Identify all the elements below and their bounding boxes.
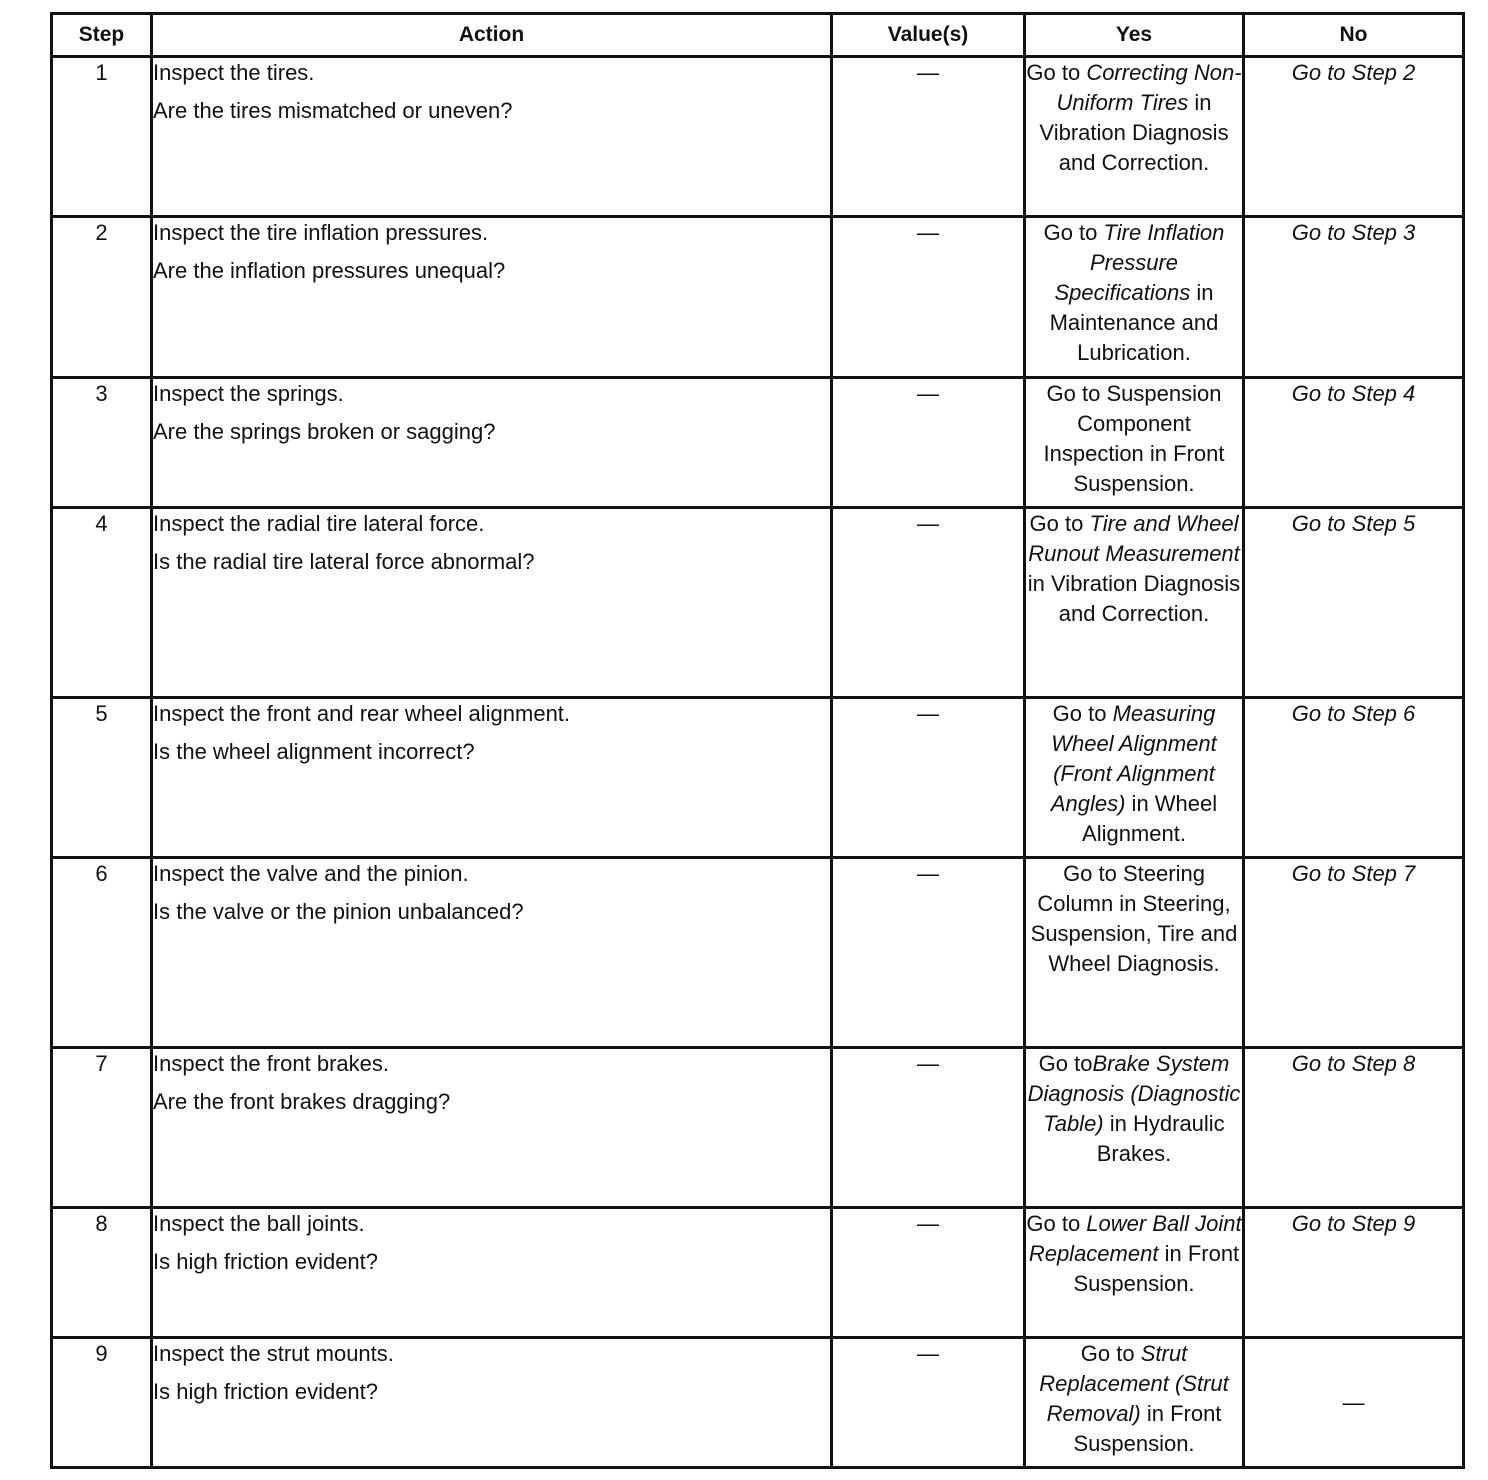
yes-reference-link[interactable]: Lower Ball Joint Replacement [1028, 1211, 1242, 1266]
header-values: Value(s) [832, 14, 1025, 57]
yes-reference-link[interactable]: Tire Inflation Pressure Specifications [1054, 220, 1225, 305]
header-no: No [1244, 14, 1464, 57]
yes-cell [1025, 217, 1244, 378]
yes-prefix: Go to [1080, 1341, 1141, 1366]
action-cell [152, 1048, 832, 1208]
action-cell [152, 858, 832, 1048]
no-cell: — [1244, 1338, 1464, 1468]
no-cell[interactable]: Go to Step 9 [1244, 1208, 1464, 1338]
table-row [52, 378, 1464, 508]
action-question: Is high friction evident? [153, 1249, 379, 1274]
table-row [52, 1208, 1464, 1338]
step-number: 3 [52, 378, 152, 508]
yes-prefix: Go to [1043, 220, 1104, 245]
action-instruction: Inspect the ball joints. [153, 1211, 365, 1236]
no-cell[interactable]: Go to Step 5 [1244, 508, 1464, 698]
value-cell: — [832, 698, 1025, 858]
no-cell[interactable]: Go to Step 2 [1244, 57, 1464, 217]
value-cell: — [832, 378, 1025, 508]
action-instruction: Inspect the tire inflation pressures. [153, 220, 489, 245]
yes-cell [1025, 1048, 1244, 1208]
action-cell [152, 698, 832, 858]
yes-cell [1025, 858, 1244, 1048]
yes-cell [1025, 1208, 1244, 1338]
action-instruction: Inspect the front brakes. [153, 1051, 390, 1076]
step-number: 9 [52, 1338, 152, 1468]
action-instruction: Inspect the strut mounts. [153, 1341, 394, 1366]
action-instruction: Inspect the front and rear wheel alignment. [153, 701, 571, 726]
action-question: Are the springs broken or sagging? [153, 419, 496, 444]
no-cell[interactable]: Go to Step 4 [1244, 378, 1464, 508]
step-number: 7 [52, 1048, 152, 1208]
yes-cell [1025, 698, 1244, 858]
yes-cell [1025, 378, 1244, 508]
yes-suffix: in Maintenance and Lubrication. [1049, 280, 1219, 365]
no-cell[interactable]: Go to Step 6 [1244, 698, 1464, 858]
value-cell: — [832, 57, 1025, 217]
action-cell [152, 508, 832, 698]
yes-prefix: Go to Suspension Component Inspection in Front Suspension. [1043, 381, 1225, 496]
step-number: 1 [52, 57, 152, 217]
yes-reference-link[interactable]: Measuring Wheel Alignment (Front Alignment Angles) [1050, 701, 1217, 816]
yes-cell [1025, 508, 1244, 698]
step-number: 6 [52, 858, 152, 1048]
value-cell: — [832, 1048, 1025, 1208]
table-row [52, 508, 1464, 698]
yes-suffix: in Front Suspension. [1073, 1401, 1222, 1456]
action-cell [152, 1338, 832, 1468]
yes-suffix: in Wheel Alignment. [1082, 791, 1218, 846]
action-question: Is high friction evident? [153, 1379, 379, 1404]
table-row [52, 57, 1464, 217]
action-instruction: Inspect the valve and the pinion. [153, 861, 469, 886]
action-instruction: Inspect the springs. [153, 381, 344, 406]
no-cell[interactable]: Go to Step 7 [1244, 858, 1464, 1048]
action-question: Are the front brakes dragging? [153, 1089, 451, 1114]
value-cell: — [832, 217, 1025, 378]
step-number: 5 [52, 698, 152, 858]
action-cell [152, 1208, 832, 1338]
yes-suffix: in Hydraulic Brakes. [1096, 1111, 1225, 1166]
diagnostic-table-container [50, 12, 1462, 1469]
yes-prefix: Go to Steering Column in Steering, Suspension, Tire and Wheel Diagnosis. [1030, 861, 1238, 976]
yes-reference-link[interactable]: Correcting Non-Uniform Tires [1056, 60, 1242, 115]
action-instruction: Inspect the tires. [153, 60, 315, 85]
header-step: Step [52, 14, 152, 57]
step-number: 8 [52, 1208, 152, 1338]
action-question: Is the valve or the pinion unbalanced? [153, 899, 524, 924]
table-row [52, 858, 1464, 1048]
action-question: Is the radial tire lateral force abnormal? [153, 549, 535, 574]
action-cell [152, 378, 832, 508]
action-question: Are the inflation pressures unequal? [153, 258, 506, 283]
yes-suffix: in Vibration Diagnosis and Correction. [1039, 90, 1229, 175]
yes-prefix: Go to [1026, 1211, 1087, 1236]
yes-cell [1025, 57, 1244, 217]
value-cell: — [832, 858, 1025, 1048]
diagnostic-table [50, 12, 1465, 1469]
table-row [52, 217, 1464, 378]
table-header-row [52, 14, 1464, 57]
no-cell[interactable]: Go to Step 8 [1244, 1048, 1464, 1208]
action-cell [152, 57, 832, 217]
yes-reference-link[interactable]: Tire and Wheel Runout Measurement [1028, 511, 1240, 566]
step-number: 4 [52, 508, 152, 698]
yes-suffix: in Vibration Diagnosis and Correction. [1027, 571, 1241, 626]
yes-reference-link[interactable]: Strut Replacement (Strut Removal) [1039, 1341, 1229, 1426]
action-cell [152, 217, 832, 378]
yes-prefix: Go to [1052, 701, 1113, 726]
value-cell: — [832, 1338, 1025, 1468]
yes-prefix: Go to [1026, 60, 1087, 85]
header-yes: Yes [1025, 14, 1244, 57]
table-row [52, 698, 1464, 858]
value-cell: — [832, 508, 1025, 698]
yes-prefix: Go to [1038, 1051, 1093, 1076]
action-instruction: Inspect the radial tire lateral force. [153, 511, 485, 536]
yes-suffix: in Front Suspension. [1073, 1241, 1240, 1296]
table-row [52, 1048, 1464, 1208]
value-cell: — [832, 1208, 1025, 1338]
header-action: Action [152, 14, 832, 57]
step-number: 2 [52, 217, 152, 378]
table-row [52, 1338, 1464, 1468]
yes-prefix: Go to [1029, 511, 1090, 536]
action-question: Is the wheel alignment incorrect? [153, 739, 475, 764]
action-question: Are the tires mismatched or uneven? [153, 98, 513, 123]
no-cell[interactable]: Go to Step 3 [1244, 217, 1464, 378]
yes-reference-link[interactable]: Brake System Diagnosis (Diagnostic Table) [1027, 1051, 1241, 1136]
yes-cell [1025, 1338, 1244, 1468]
